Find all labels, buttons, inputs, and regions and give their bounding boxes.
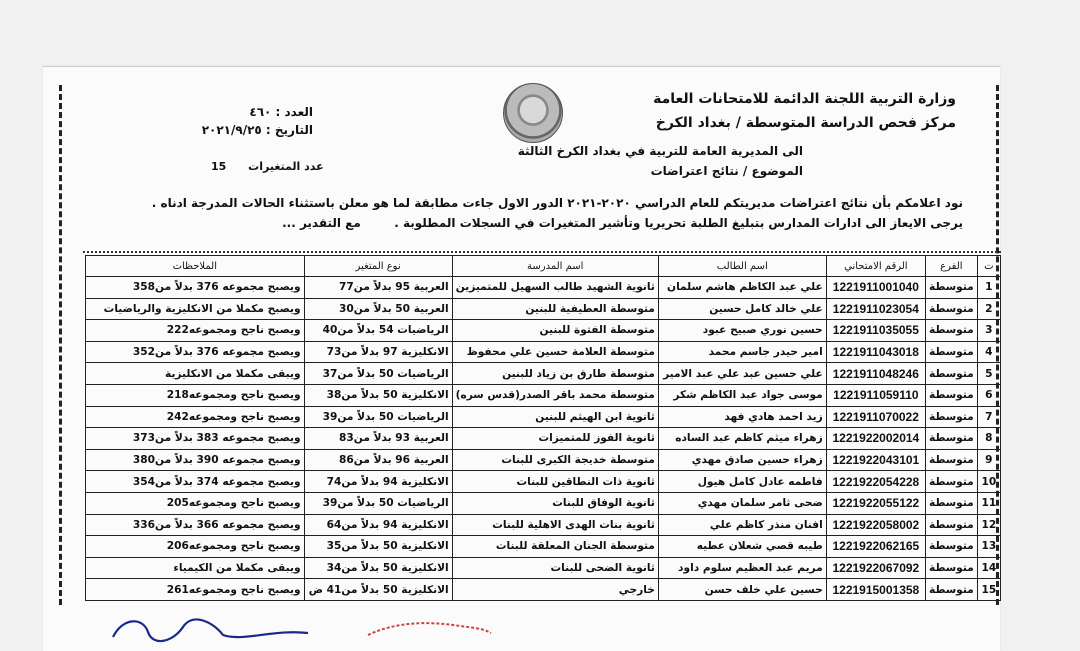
cell-school-name: متوسطة الفتوة للبنين	[452, 320, 658, 342]
table-body	[86, 277, 1001, 601]
cell-branch: متوسطة	[926, 471, 978, 493]
cell-school-name: متوسطة محمد باقر الصدر(قدس سره)	[452, 384, 658, 406]
ministry-seal-logo	[503, 83, 563, 143]
reference-number: العدد : ٤٦٠	[249, 105, 313, 119]
cell-student-name: طيبه قصي شعلان عطيه	[658, 536, 826, 558]
col-header-notes: الملاحظات	[86, 256, 305, 277]
cell-index: 14	[977, 557, 1000, 579]
dotted-separator	[83, 251, 1001, 253]
cell-index: 15	[977, 579, 1000, 601]
cell-notes: ويصبح مجموعه 376 بدلاً من352	[86, 341, 305, 363]
cell-change-type: العربية 93 بدلاً من83	[304, 428, 452, 450]
table-header-row	[86, 256, 1001, 277]
cell-change-type: الرياضيات 50 بدلاً من37	[304, 363, 452, 385]
cell-index: 9	[977, 449, 1000, 471]
cell-branch: متوسطة	[926, 536, 978, 558]
table-row	[86, 406, 1001, 428]
table-row	[86, 384, 1001, 406]
left-dashed-border	[59, 85, 62, 605]
cell-branch: متوسطة	[926, 557, 978, 579]
cell-change-type: الانكليزية 50 بدلاً من35	[304, 536, 452, 558]
cell-exam-number: 1221911048246	[826, 363, 925, 385]
table-row	[86, 514, 1001, 536]
cell-notes: ويصبح مجموعه 366 بدلاً من336	[86, 514, 305, 536]
addressee: الى المديرية العامة للتربية في بغداد الكرخ الثالثة	[517, 144, 803, 158]
table-row	[86, 277, 1001, 299]
cell-notes: ويصبح ناجح ومجموعه205	[86, 492, 305, 514]
cell-notes: ويصبح ناجح ومجموعه222	[86, 320, 305, 342]
cell-exam-number: 1221922043101	[826, 449, 925, 471]
cell-index: 11	[977, 492, 1000, 514]
body-line-2-text: يرجى الايعاز الى ادارات المدارس بتبليغ الطلبة تحريريا وتأشير المتغيرات في السجلات المطلوبة .	[394, 216, 963, 230]
cell-change-type: الانكليزية 94 بدلاً من64	[304, 514, 452, 536]
cell-index: 12	[977, 514, 1000, 536]
ministry-title: وزارة التربية اللجنة الدائمة للامتحانات العامة	[653, 91, 956, 107]
cell-student-name: زهراء ميثم كاظم عبد الساده	[658, 428, 826, 450]
cell-student-name: افنان منذر كاظم علي	[658, 514, 826, 536]
cell-student-name: زهراء حسين صادق مهدي	[658, 449, 826, 471]
cell-branch: متوسطة	[926, 406, 978, 428]
table-row	[86, 536, 1001, 558]
reference-date: التاريخ : ٢٠٢١/٩/٢٥	[201, 123, 313, 137]
cell-notes: ويصبح ناجح ومجموعه218	[86, 384, 305, 406]
cell-change-type: الانكليزية 94 بدلاً من74	[304, 471, 452, 493]
table-row	[86, 471, 1001, 493]
addressee-block	[383, 141, 803, 181]
table-row	[86, 428, 1001, 450]
cell-student-name: حسين علي خلف حسن	[658, 579, 826, 601]
cell-branch: متوسطة	[926, 579, 978, 601]
cell-change-type: الانكليزية 50 بدلاً من34	[304, 557, 452, 579]
cell-notes: ويبقى مكملا من الكيمياء	[86, 557, 305, 579]
cell-index: 2	[977, 298, 1000, 320]
cell-notes: ويصبح ناجح ومجموعه261	[86, 579, 305, 601]
cell-branch: متوسطة	[926, 341, 978, 363]
col-header-student-name: اسم الطالب	[658, 256, 826, 277]
subject: الموضوع / نتائج اعتراضات	[650, 164, 803, 178]
cell-change-type: الرياضيات 54 بدلاً من40	[304, 320, 452, 342]
cell-student-name: علي حسين عبد علي عبد الامير	[658, 363, 826, 385]
letterhead	[653, 87, 956, 135]
cell-school-name: خارجي	[452, 579, 658, 601]
cell-index: 3	[977, 320, 1000, 342]
cell-branch: متوسطة	[926, 514, 978, 536]
letter-body	[133, 193, 963, 233]
table-row	[86, 557, 1001, 579]
col-header-school-name: اسم المدرسة	[452, 256, 658, 277]
cell-index: 4	[977, 341, 1000, 363]
cell-index: 1	[977, 277, 1000, 299]
table-row	[86, 579, 1001, 601]
cell-exam-number: 1221911059110	[826, 384, 925, 406]
cell-notes: ويصبح مكملا من الانكليزية والرياضيات	[86, 298, 305, 320]
cell-branch: متوسطة	[926, 277, 978, 299]
body-line-2	[133, 213, 963, 233]
signature-mark	[103, 607, 313, 647]
cell-exam-number: 1221911023054	[826, 298, 925, 320]
cell-notes: ويصبح مجموعه 376 بدلاً من358	[86, 277, 305, 299]
cell-exam-number: 1221911035055	[826, 320, 925, 342]
cell-school-name: متوسطة خديجة الكبرى للبنات	[452, 449, 658, 471]
reference-block	[173, 103, 313, 139]
cell-branch: متوسطة	[926, 298, 978, 320]
stamp-mark	[363, 615, 493, 645]
cell-branch: متوسطة	[926, 428, 978, 450]
body-line-1: نود اعلامكم بأن نتائج اعتراضات مديريتكم للعام الدراسي ٢٠٢٠-٢٠٢١ الدور الاول جاءت مطابقة لما هو معلن باستثناء الحالات المدرجة ادناه .	[151, 196, 963, 210]
cell-index: 6	[977, 384, 1000, 406]
cell-change-type: الانكليزية 50 بدلاً من41 ض	[304, 579, 452, 601]
cell-school-name: ثانوية ذات النطاقين للبنات	[452, 471, 658, 493]
cell-school-name: ثانوية الشهيد طالب السهيل للمتميزين	[452, 277, 658, 299]
table-row	[86, 341, 1001, 363]
cell-exam-number: 1221911070022	[826, 406, 925, 428]
cell-student-name: فاطمه عادل كامل هيول	[658, 471, 826, 493]
cell-school-name: متوسطة طارق بن زياد للبنين	[452, 363, 658, 385]
cell-exam-number: 1221915001358	[826, 579, 925, 601]
cell-school-name: ثانوية الفوز للمتميزات	[452, 428, 658, 450]
cell-school-name: ثانوية الوفاق للبنات	[452, 492, 658, 514]
cell-branch: متوسطة	[926, 384, 978, 406]
cell-school-name: ثانوية الضحى للبنات	[452, 557, 658, 579]
cell-student-name: امير حيدر جاسم محمد	[658, 341, 826, 363]
cell-school-name: ثانوية ابن الهيثم للبنين	[452, 406, 658, 428]
col-header-branch: الفرع	[926, 256, 978, 277]
cell-school-name: متوسطة العطيفية للبنين	[452, 298, 658, 320]
cell-index: 7	[977, 406, 1000, 428]
cell-exam-number: 1221922002014	[826, 428, 925, 450]
table-row	[86, 492, 1001, 514]
cell-change-type: الانكليزية 97 بدلاً من73	[304, 341, 452, 363]
cell-school-name: ثانوية بنات الهدى الاهلية للبنات	[452, 514, 658, 536]
cell-student-name: علي خالد كامل حسين	[658, 298, 826, 320]
cell-change-type: العربية 50 بدلاً من30	[304, 298, 452, 320]
results-table	[85, 255, 1001, 601]
changes-count-block	[193, 160, 324, 173]
cell-student-name: حسين نوري صبيح عبود	[658, 320, 826, 342]
cell-change-type: الانكليزية 50 بدلاً من38	[304, 384, 452, 406]
cell-student-name: موسى جواد عبد الكاظم شكر	[658, 384, 826, 406]
cell-branch: متوسطة	[926, 449, 978, 471]
table-row	[86, 320, 1001, 342]
changes-label: عدد المتغيرات	[248, 160, 324, 173]
cell-change-type: العربية 95 بدلاً من77	[304, 277, 452, 299]
cell-notes: ويصبح مجموعه 383 بدلاً من373	[86, 428, 305, 450]
col-header-index: ت	[977, 256, 1000, 277]
cell-index: 13	[977, 536, 1000, 558]
cell-exam-number: 1221922058002	[826, 514, 925, 536]
col-header-exam-number: الرقم الامتحاني	[826, 256, 925, 277]
regards-text: مع التقدير ...	[282, 216, 361, 230]
cell-student-name: ضحى ثامر سلمان مهدي	[658, 492, 826, 514]
cell-exam-number: 1221922062165	[826, 536, 925, 558]
cell-branch: متوسطة	[926, 320, 978, 342]
cell-exam-number: 1221911043018	[826, 341, 925, 363]
table-row	[86, 363, 1001, 385]
cell-exam-number: 1221922054228	[826, 471, 925, 493]
cell-exam-number: 1221911001040	[826, 277, 925, 299]
cell-change-type: العربية 96 بدلاً من86	[304, 449, 452, 471]
cell-school-name: متوسطة الجنان المعلقة للبنات	[452, 536, 658, 558]
cell-exam-number: 1221922067092	[826, 557, 925, 579]
cell-student-name: علي عبد الكاظم هاشم سلمان	[658, 277, 826, 299]
cell-school-name: متوسطة العلامة حسين علي محفوظ	[452, 341, 658, 363]
cell-notes: ويصبح ناجح ومجموعه206	[86, 536, 305, 558]
center-title: مركز فحص الدراسة المتوسطة / بغداد الكرخ	[655, 115, 956, 131]
cell-change-type: الرياضيات 50 بدلاً من39	[304, 492, 452, 514]
cell-index: 5	[977, 363, 1000, 385]
cell-exam-number: 1221922055122	[826, 492, 925, 514]
cell-notes: ويصبح مجموعه 374 بدلاً من354	[86, 471, 305, 493]
cell-notes: ويصبح مجموعه 390 بدلاً من380	[86, 449, 305, 471]
cell-index: 8	[977, 428, 1000, 450]
cell-student-name: مريم عبد العظيم سلوم داود	[658, 557, 826, 579]
document-sheet	[43, 66, 1000, 651]
cell-change-type: الرياضيات 50 بدلاً من39	[304, 406, 452, 428]
changes-count: 15	[211, 160, 227, 173]
cell-index: 10	[977, 471, 1000, 493]
cell-branch: متوسطة	[926, 492, 978, 514]
cell-notes: ويبقى مكملا من الانكليزية	[86, 363, 305, 385]
cell-notes: ويصبح ناجح ومجموعه242	[86, 406, 305, 428]
table-row	[86, 449, 1001, 471]
cell-branch: متوسطة	[926, 363, 978, 385]
table-row	[86, 298, 1001, 320]
cell-student-name: زيد احمد هادي فهد	[658, 406, 826, 428]
col-header-change-type: نوع المتغير	[304, 256, 452, 277]
